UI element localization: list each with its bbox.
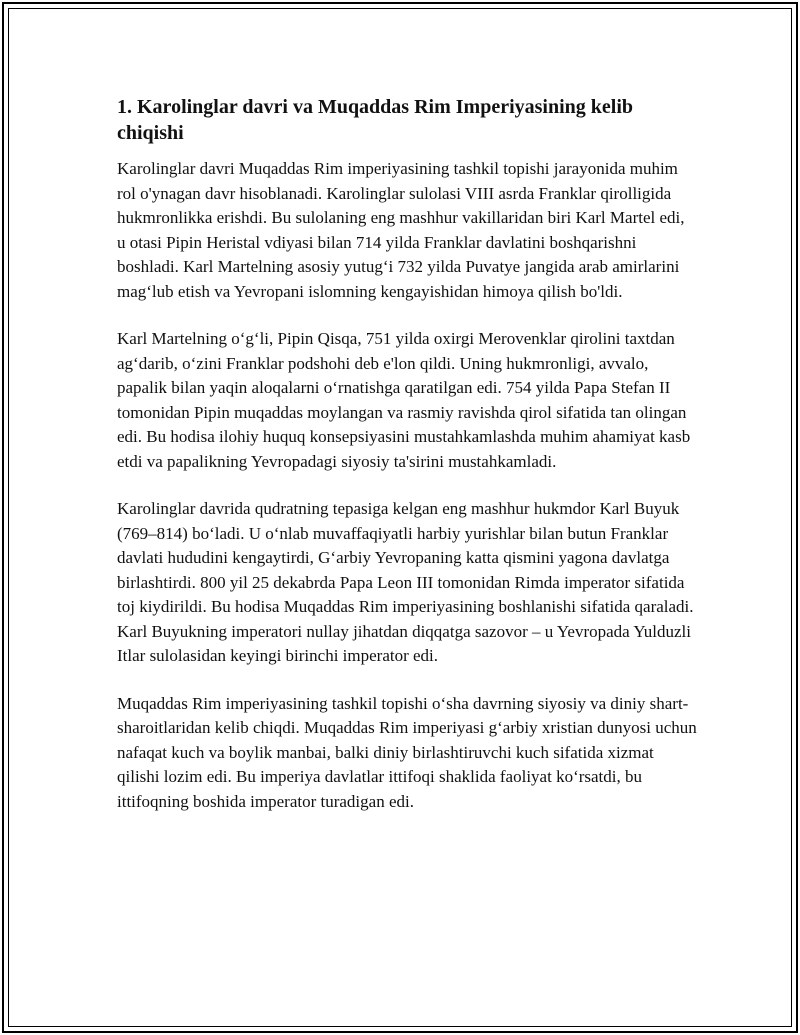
paragraph-4: Muqaddas Rim imperiyasining tashkil topishi o‘sha davrning siyosiy va diniy shart-sharoitlaridan kelib chiqdi. Muqaddas Rim imperiyasi g‘arbiy xristian dunyosi uchun nafaqat kuch va boylik manbai, balki diniy birlashtiruvchi kuch sifatida xizmat qilishi lozim edi. Bu imperiya davlatlar ittifoqi shaklida faoliyat ko‘rsatdi, bu ittifoqning boshida imperator turadigan edi. [117,693,697,811]
paragraph-1: Karolinglar davri Muqaddas Rim imperiyasining tashkil topishi jarayonida muhim rol o'ynagan davr hisoblanadi. Karolinglar sulolasi VIII asrda Franklar qirolligida hukmronlikka erishdi. Bu sulolaning eng mashhur vakillaridan biri Karl Martel edi, u otasi Pipin Heristal vdiyasi bilan 714 yilda Franklar davlatini boshqarishni boshladi. Karl Martelning asosiy yutug‘i 732 yilda Puvatye jangida arab amirlarini mag‘lub etish va Yevropani islomning kengayishidan himoya qilish bo'ldi. [117,159,685,301]
section-heading: 1. Karolinglar davri va Muqaddas Rim Imperiyasining kelib chiqishi [117,96,634,144]
document-body [117,94,697,837]
paragraph-2: Karl Martelning o‘g‘li, Pipin Qisqa, 751 yilda oxirgi Merovenklar qirolini taxtdan ag‘darib, o‘zini Franklar podshohi deb e'lon qildi. Uning hukmronligi, avvalo, papalik bilan yaqin aloqalarni o‘rnatishga qaratilgan edi. 754 yilda Papa Stefan II tomonidan Pipin muqaddas moylangan va rasmiy ravishda qirol sifatida tan olingan edi. Bu hodisa ilohiy huquq konsepsiyasini mustahkamlashda muhim ahamiyat kasb etdi va papalikning Yevropadagi siyosiy ta'sirini mustahkamladi. [117,329,691,471]
paragraph-3: Karolinglar davrida qudratning tepasiga kelgan eng mashhur hukmdor Karl Buyuk (769–814) bo‘ladi. U o‘nlab muvaffaqiyatli harbiy yurishlar bilan butun Franklar davlati hududini kengaytirdi, G‘arbiy Yevropaning katta qismini yagona davlatga birlashtirdi. 800 yil 25 dekabrda Papa Leon III tomonidan Rimda imperator sifatida toj kiydirildi. Bu hodisa Muqaddas Rim imperiyasining boshlanishi sifatida qaraladi. Karl Buyukning imperatori nullay jihatdan diqqatga sazovor – u Yevropada Yulduzli Itlar sulolasidan keyingi birinchi imperator edi. [117,499,694,665]
